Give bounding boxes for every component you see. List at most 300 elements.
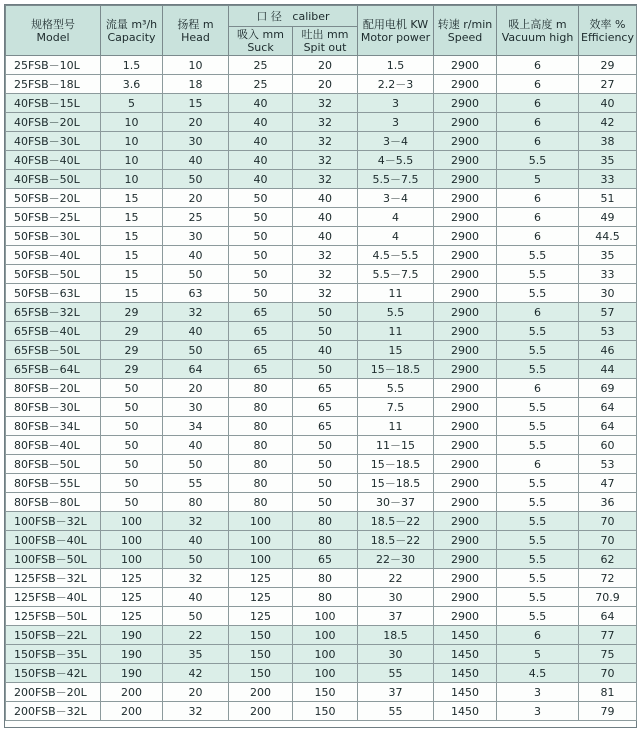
cell-speed: 2900 xyxy=(434,512,497,531)
cell-spit-out: 50 xyxy=(293,303,358,322)
cell-speed: 2900 xyxy=(434,246,497,265)
cell-head: 34 xyxy=(163,417,229,436)
cell-suck: 80 xyxy=(229,474,293,493)
cell-capacity: 29 xyxy=(101,303,163,322)
table-row xyxy=(6,265,637,284)
cell-vacuum-high: 5.5 xyxy=(497,284,579,303)
cell-speed: 2900 xyxy=(434,341,497,360)
cell-spit-out: 80 xyxy=(293,531,358,550)
cell-suck: 65 xyxy=(229,341,293,360)
cell-suck: 40 xyxy=(229,151,293,170)
cell-suck: 80 xyxy=(229,417,293,436)
cell-vacuum-high: 5.5 xyxy=(497,322,579,341)
cell-model: 150FSB－22L xyxy=(6,626,101,645)
cell-capacity: 50 xyxy=(101,436,163,455)
cell-head: 50 xyxy=(163,607,229,626)
cell-motor-power: 5.5 xyxy=(358,379,434,398)
cell-spit-out: 32 xyxy=(293,265,358,284)
cell-vacuum-high: 5.5 xyxy=(497,436,579,455)
header-motor-cn: 配用电机 KW xyxy=(362,17,429,31)
cell-motor-power: 15 xyxy=(358,341,434,360)
cell-motor-power: 18.5－22 xyxy=(358,531,434,550)
table-row xyxy=(6,664,637,683)
cell-spit-out: 80 xyxy=(293,569,358,588)
cell-speed: 1450 xyxy=(434,702,497,721)
cell-spit-out: 100 xyxy=(293,626,358,645)
cell-efficiency: 47 xyxy=(579,474,637,493)
table-row xyxy=(6,56,637,75)
cell-suck: 25 xyxy=(229,56,293,75)
cell-head: 50 xyxy=(163,265,229,284)
table-row xyxy=(6,436,637,455)
cell-vacuum-high: 5.5 xyxy=(497,341,579,360)
cell-model: 65FSB－40L xyxy=(6,322,101,341)
cell-efficiency: 51 xyxy=(579,189,637,208)
cell-speed: 2900 xyxy=(434,132,497,151)
cell-efficiency: 64 xyxy=(579,398,637,417)
cell-motor-power: 15－18.5 xyxy=(358,455,434,474)
cell-vacuum-high: 6 xyxy=(497,75,579,94)
cell-vacuum-high: 5.5 xyxy=(497,246,579,265)
cell-suck: 25 xyxy=(229,75,293,94)
table-row xyxy=(6,474,637,493)
table-row xyxy=(6,170,637,189)
cell-speed: 2900 xyxy=(434,360,497,379)
table-row xyxy=(6,303,637,322)
header-head-en: Head xyxy=(181,30,210,44)
cell-head: 50 xyxy=(163,170,229,189)
cell-vacuum-high: 6 xyxy=(497,113,579,132)
cell-efficiency: 46 xyxy=(579,341,637,360)
table-row xyxy=(6,588,637,607)
cell-efficiency: 35 xyxy=(579,151,637,170)
header-motor xyxy=(358,6,434,56)
header-model-cn: 规格型号 xyxy=(31,17,75,31)
cell-vacuum-high: 6 xyxy=(497,626,579,645)
cell-capacity: 125 xyxy=(101,607,163,626)
cell-head: 22 xyxy=(163,626,229,645)
cell-model: 25FSB－18L xyxy=(6,75,101,94)
cell-motor-power: 3－4 xyxy=(358,189,434,208)
cell-capacity: 15 xyxy=(101,246,163,265)
cell-speed: 2900 xyxy=(434,303,497,322)
cell-capacity: 125 xyxy=(101,588,163,607)
cell-motor-power: 4.5－5.5 xyxy=(358,246,434,265)
cell-model: 150FSB－35L xyxy=(6,645,101,664)
cell-head: 10 xyxy=(163,56,229,75)
header-caliber-cn: 口 径 xyxy=(256,9,282,23)
cell-efficiency: 33 xyxy=(579,170,637,189)
cell-spit-out: 50 xyxy=(293,493,358,512)
cell-capacity: 50 xyxy=(101,398,163,417)
cell-head: 40 xyxy=(163,588,229,607)
cell-spit-out: 32 xyxy=(293,151,358,170)
table-row xyxy=(6,75,637,94)
cell-suck: 80 xyxy=(229,436,293,455)
cell-motor-power: 11 xyxy=(358,417,434,436)
cell-model: 65FSB－32L xyxy=(6,303,101,322)
header-spit-cn: 吐出 mm xyxy=(301,28,349,41)
cell-efficiency: 30 xyxy=(579,284,637,303)
cell-vacuum-high: 5.5 xyxy=(497,398,579,417)
cell-motor-power: 18.5－22 xyxy=(358,512,434,531)
cell-speed: 2900 xyxy=(434,75,497,94)
header-caliber-en: caliber xyxy=(292,9,330,23)
cell-model: 80FSB－55L xyxy=(6,474,101,493)
cell-motor-power: 2.2－3 xyxy=(358,75,434,94)
cell-suck: 40 xyxy=(229,113,293,132)
cell-spit-out: 80 xyxy=(293,588,358,607)
cell-model: 125FSB－50L xyxy=(6,607,101,626)
cell-capacity: 10 xyxy=(101,151,163,170)
header-capacity-en: Capacity xyxy=(107,30,156,44)
table-row xyxy=(6,360,637,379)
cell-speed: 2900 xyxy=(434,151,497,170)
cell-head: 15 xyxy=(163,94,229,113)
cell-model: 200FSB－32L xyxy=(6,702,101,721)
cell-efficiency: 38 xyxy=(579,132,637,151)
cell-model: 40FSB－30L xyxy=(6,132,101,151)
cell-suck: 50 xyxy=(229,227,293,246)
cell-spit-out: 40 xyxy=(293,208,358,227)
header-capacity xyxy=(101,6,163,56)
cell-head: 55 xyxy=(163,474,229,493)
cell-speed: 2900 xyxy=(434,569,497,588)
cell-capacity: 50 xyxy=(101,417,163,436)
cell-speed: 2900 xyxy=(434,588,497,607)
cell-head: 20 xyxy=(163,113,229,132)
cell-suck: 150 xyxy=(229,645,293,664)
cell-spit-out: 50 xyxy=(293,360,358,379)
cell-capacity: 15 xyxy=(101,265,163,284)
cell-vacuum-high: 5 xyxy=(497,645,579,664)
cell-spit-out: 150 xyxy=(293,683,358,702)
cell-vacuum-high: 5.5 xyxy=(497,531,579,550)
pump-spec-sheet xyxy=(4,4,637,728)
cell-model: 80FSB－40L xyxy=(6,436,101,455)
cell-motor-power: 55 xyxy=(358,664,434,683)
cell-model: 100FSB－50L xyxy=(6,550,101,569)
cell-efficiency: 42 xyxy=(579,113,637,132)
table-row xyxy=(6,208,637,227)
cell-vacuum-high: 6 xyxy=(497,189,579,208)
cell-efficiency: 53 xyxy=(579,455,637,474)
cell-efficiency: 70 xyxy=(579,512,637,531)
cell-efficiency: 44.5 xyxy=(579,227,637,246)
cell-efficiency: 75 xyxy=(579,645,637,664)
cell-motor-power: 3 xyxy=(358,94,434,113)
cell-suck: 40 xyxy=(229,170,293,189)
cell-head: 42 xyxy=(163,664,229,683)
cell-speed: 2900 xyxy=(434,474,497,493)
cell-capacity: 29 xyxy=(101,322,163,341)
cell-capacity: 15 xyxy=(101,189,163,208)
cell-motor-power: 15－18.5 xyxy=(358,360,434,379)
cell-efficiency: 53 xyxy=(579,322,637,341)
table-row xyxy=(6,683,637,702)
cell-efficiency: 77 xyxy=(579,626,637,645)
cell-head: 32 xyxy=(163,702,229,721)
header-efficiency-cn: 效率 % xyxy=(589,17,626,31)
table-row xyxy=(6,645,637,664)
cell-model: 40FSB－20L xyxy=(6,113,101,132)
cell-vacuum-high: 5.5 xyxy=(497,417,579,436)
cell-speed: 2900 xyxy=(434,56,497,75)
cell-head: 50 xyxy=(163,455,229,474)
cell-suck: 100 xyxy=(229,512,293,531)
pump-spec-table xyxy=(5,5,637,721)
header-head xyxy=(163,6,229,56)
cell-head: 50 xyxy=(163,550,229,569)
cell-head: 25 xyxy=(163,208,229,227)
header-vacuum-en: Vacuum high xyxy=(501,30,574,44)
cell-vacuum-high: 4.5 xyxy=(497,664,579,683)
cell-speed: 2900 xyxy=(434,398,497,417)
cell-model: 125FSB－32L xyxy=(6,569,101,588)
cell-vacuum-high: 6 xyxy=(497,455,579,474)
cell-head: 50 xyxy=(163,341,229,360)
cell-head: 40 xyxy=(163,151,229,170)
cell-vacuum-high: 6 xyxy=(497,94,579,113)
cell-head: 40 xyxy=(163,531,229,550)
cell-spit-out: 32 xyxy=(293,246,358,265)
cell-spit-out: 32 xyxy=(293,113,358,132)
cell-efficiency: 64 xyxy=(579,417,637,436)
table-row xyxy=(6,702,637,721)
cell-suck: 125 xyxy=(229,607,293,626)
cell-motor-power: 3 xyxy=(358,113,434,132)
cell-spit-out: 32 xyxy=(293,132,358,151)
cell-head: 80 xyxy=(163,493,229,512)
cell-model: 25FSB－10L xyxy=(6,56,101,75)
cell-vacuum-high: 6 xyxy=(497,208,579,227)
cell-spit-out: 32 xyxy=(293,170,358,189)
header-speed xyxy=(434,6,497,56)
cell-suck: 40 xyxy=(229,94,293,113)
cell-capacity: 29 xyxy=(101,360,163,379)
cell-vacuum-high: 6 xyxy=(497,379,579,398)
cell-capacity: 1.5 xyxy=(101,56,163,75)
header-capacity-cn: 流量 m³/h xyxy=(105,17,158,31)
cell-capacity: 200 xyxy=(101,702,163,721)
cell-vacuum-high: 6 xyxy=(497,227,579,246)
cell-capacity: 15 xyxy=(101,284,163,303)
cell-capacity: 29 xyxy=(101,341,163,360)
cell-spit-out: 32 xyxy=(293,94,358,113)
cell-capacity: 50 xyxy=(101,474,163,493)
cell-model: 50FSB－63L xyxy=(6,284,101,303)
cell-efficiency: 29 xyxy=(579,56,637,75)
cell-spit-out: 50 xyxy=(293,322,358,341)
cell-motor-power: 37 xyxy=(358,683,434,702)
cell-capacity: 10 xyxy=(101,113,163,132)
cell-suck: 80 xyxy=(229,379,293,398)
cell-motor-power: 30 xyxy=(358,588,434,607)
cell-vacuum-high: 5.5 xyxy=(497,550,579,569)
table-row xyxy=(6,550,637,569)
cell-suck: 150 xyxy=(229,664,293,683)
cell-vacuum-high: 5.5 xyxy=(497,265,579,284)
cell-model: 150FSB－42L xyxy=(6,664,101,683)
cell-spit-out: 50 xyxy=(293,455,358,474)
cell-motor-power: 15－18.5 xyxy=(358,474,434,493)
cell-spit-out: 80 xyxy=(293,512,358,531)
cell-motor-power: 4 xyxy=(358,227,434,246)
table-row xyxy=(6,569,637,588)
cell-capacity: 100 xyxy=(101,531,163,550)
cell-capacity: 100 xyxy=(101,512,163,531)
cell-suck: 80 xyxy=(229,455,293,474)
cell-spit-out: 65 xyxy=(293,417,358,436)
cell-efficiency: 35 xyxy=(579,246,637,265)
header-model-en: Model xyxy=(36,30,70,44)
cell-head: 40 xyxy=(163,322,229,341)
cell-suck: 65 xyxy=(229,303,293,322)
cell-capacity: 190 xyxy=(101,645,163,664)
cell-suck: 50 xyxy=(229,189,293,208)
cell-vacuum-high: 6 xyxy=(497,132,579,151)
cell-capacity: 50 xyxy=(101,379,163,398)
header-caliber xyxy=(229,6,358,27)
cell-spit-out: 100 xyxy=(293,607,358,626)
cell-spit-out: 32 xyxy=(293,284,358,303)
cell-suck: 150 xyxy=(229,626,293,645)
cell-efficiency: 72 xyxy=(579,569,637,588)
cell-suck: 80 xyxy=(229,398,293,417)
cell-vacuum-high: 5.5 xyxy=(497,569,579,588)
cell-vacuum-high: 5.5 xyxy=(497,607,579,626)
header-motor-en: Motor power xyxy=(360,30,431,44)
cell-suck: 200 xyxy=(229,702,293,721)
cell-suck: 40 xyxy=(229,132,293,151)
cell-motor-power: 37 xyxy=(358,607,434,626)
cell-suck: 100 xyxy=(229,531,293,550)
cell-head: 32 xyxy=(163,569,229,588)
table-row xyxy=(6,341,637,360)
cell-speed: 2900 xyxy=(434,113,497,132)
cell-capacity: 10 xyxy=(101,132,163,151)
header-model xyxy=(6,6,101,56)
cell-model: 80FSB－34L xyxy=(6,417,101,436)
table-row xyxy=(6,455,637,474)
table-row xyxy=(6,379,637,398)
cell-speed: 2900 xyxy=(434,379,497,398)
cell-speed: 2900 xyxy=(434,531,497,550)
cell-motor-power: 30 xyxy=(358,645,434,664)
cell-vacuum-high: 5.5 xyxy=(497,493,579,512)
table-row xyxy=(6,189,637,208)
cell-speed: 2900 xyxy=(434,227,497,246)
table-row xyxy=(6,227,637,246)
cell-head: 32 xyxy=(163,303,229,322)
cell-model: 40FSB－40L xyxy=(6,151,101,170)
cell-spit-out: 50 xyxy=(293,436,358,455)
cell-head: 30 xyxy=(163,398,229,417)
cell-motor-power: 11－15 xyxy=(358,436,434,455)
cell-speed: 1450 xyxy=(434,645,497,664)
cell-capacity: 200 xyxy=(101,683,163,702)
cell-spit-out: 65 xyxy=(293,379,358,398)
cell-spit-out: 100 xyxy=(293,645,358,664)
cell-head: 20 xyxy=(163,683,229,702)
cell-suck: 50 xyxy=(229,246,293,265)
cell-motor-power: 5.5－7.5 xyxy=(358,170,434,189)
cell-head: 63 xyxy=(163,284,229,303)
table-row xyxy=(6,132,637,151)
cell-suck: 200 xyxy=(229,683,293,702)
cell-suck: 80 xyxy=(229,493,293,512)
table-row xyxy=(6,94,637,113)
cell-speed: 2900 xyxy=(434,170,497,189)
cell-efficiency: 70.9 xyxy=(579,588,637,607)
cell-head: 20 xyxy=(163,379,229,398)
table-row xyxy=(6,512,637,531)
cell-speed: 2900 xyxy=(434,550,497,569)
cell-spit-out: 65 xyxy=(293,398,358,417)
cell-efficiency: 27 xyxy=(579,75,637,94)
cell-vacuum-high: 5 xyxy=(497,170,579,189)
cell-suck: 65 xyxy=(229,322,293,341)
cell-motor-power: 55 xyxy=(358,702,434,721)
cell-vacuum-high: 6 xyxy=(497,303,579,322)
cell-speed: 1450 xyxy=(434,664,497,683)
cell-spit-out: 40 xyxy=(293,227,358,246)
cell-model: 65FSB－50L xyxy=(6,341,101,360)
header-vacuum-cn: 吸上高度 m xyxy=(508,17,567,31)
cell-suck: 50 xyxy=(229,208,293,227)
cell-head: 20 xyxy=(163,189,229,208)
cell-vacuum-high: 5.5 xyxy=(497,588,579,607)
cell-head: 64 xyxy=(163,360,229,379)
header-efficiency-en: Efficiency xyxy=(581,30,634,44)
cell-motor-power: 22 xyxy=(358,569,434,588)
cell-capacity: 10 xyxy=(101,170,163,189)
cell-capacity: 5 xyxy=(101,94,163,113)
cell-suck: 100 xyxy=(229,550,293,569)
cell-capacity: 15 xyxy=(101,208,163,227)
cell-motor-power: 22－30 xyxy=(358,550,434,569)
cell-speed: 1450 xyxy=(434,626,497,645)
cell-speed: 2900 xyxy=(434,493,497,512)
header-spit xyxy=(293,27,358,56)
cell-motor-power: 11 xyxy=(358,284,434,303)
table-row xyxy=(6,113,637,132)
cell-model: 125FSB－40L xyxy=(6,588,101,607)
cell-efficiency: 40 xyxy=(579,94,637,113)
cell-motor-power: 7.5 xyxy=(358,398,434,417)
cell-speed: 2900 xyxy=(434,455,497,474)
cell-speed: 2900 xyxy=(434,417,497,436)
cell-capacity: 15 xyxy=(101,227,163,246)
cell-efficiency: 81 xyxy=(579,683,637,702)
cell-efficiency: 57 xyxy=(579,303,637,322)
cell-model: 200FSB－20L xyxy=(6,683,101,702)
cell-model: 100FSB－40L xyxy=(6,531,101,550)
cell-efficiency: 70 xyxy=(579,531,637,550)
table-row xyxy=(6,151,637,170)
cell-efficiency: 33 xyxy=(579,265,637,284)
cell-speed: 2900 xyxy=(434,189,497,208)
cell-spit-out: 40 xyxy=(293,341,358,360)
cell-efficiency: 49 xyxy=(579,208,637,227)
cell-spit-out: 20 xyxy=(293,56,358,75)
cell-efficiency: 62 xyxy=(579,550,637,569)
cell-head: 40 xyxy=(163,436,229,455)
table-row xyxy=(6,493,637,512)
cell-speed: 2900 xyxy=(434,284,497,303)
table-row xyxy=(6,322,637,341)
cell-model: 80FSB－20L xyxy=(6,379,101,398)
